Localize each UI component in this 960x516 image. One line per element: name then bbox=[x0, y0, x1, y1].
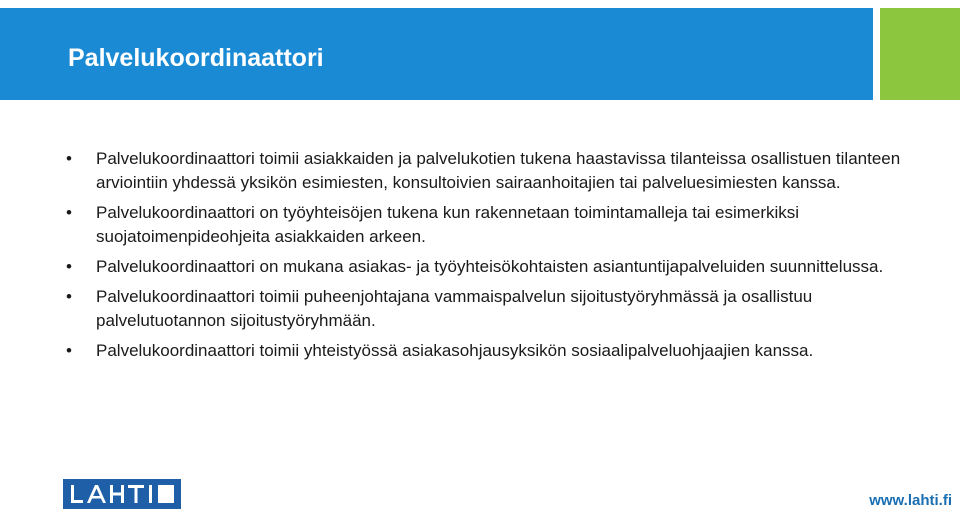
header-accent-block bbox=[880, 8, 960, 100]
bullet-text: Palvelukoordinaattori on työyhteisöjen tukena kun rakennetaan toimintamalleja tai esimerkiksi suojatoimenpideohjeita asiakkaiden arkeen. bbox=[96, 203, 800, 246]
slide-header-bar bbox=[0, 8, 873, 100]
bullet-dot: • bbox=[66, 149, 72, 168]
bullet-item bbox=[66, 147, 926, 195]
slide-title: Palvelukoordinaattori bbox=[68, 44, 324, 72]
bullet-item bbox=[66, 285, 926, 333]
bullet-item bbox=[66, 339, 926, 363]
bullet-text: Palvelukoordinaattori toimii asiakkaiden ja palvelukotien tukena haastavissa tilanteissa osallistuen tilanteen arviointiin yhdessä yksikön esimiesten, konsultoivien sairaanhoitajien tai palveluesimiesten kanssa. bbox=[96, 149, 901, 192]
bullet-text: Palvelukoordinaattori toimii yhteistyössä asiakasohjausyksikön sosiaalipalveluohjaajien kanssa. bbox=[96, 341, 814, 360]
bullet-dot: • bbox=[66, 341, 72, 360]
bullet-item bbox=[66, 201, 926, 249]
bullet-list bbox=[66, 147, 926, 369]
bullet-item bbox=[66, 255, 926, 279]
bullet-dot: • bbox=[66, 203, 72, 222]
website-url[interactable]: www.lahti.fi bbox=[869, 492, 952, 509]
lahti-logo bbox=[63, 479, 181, 509]
bullet-text: Palvelukoordinaattori toimii puheenjohtajana vammaispalvelun sijoitustyöryhmässä ja osallistuu palvelutuotannon sijoitustyöryhmään. bbox=[96, 287, 813, 330]
bullet-text: Palvelukoordinaattori on mukana asiakas- ja työyhteisökohtaisten asiantuntijapalveluiden suunnittelussa. bbox=[96, 257, 884, 276]
bullet-dot: • bbox=[66, 257, 72, 276]
bullet-dot: • bbox=[66, 287, 72, 306]
